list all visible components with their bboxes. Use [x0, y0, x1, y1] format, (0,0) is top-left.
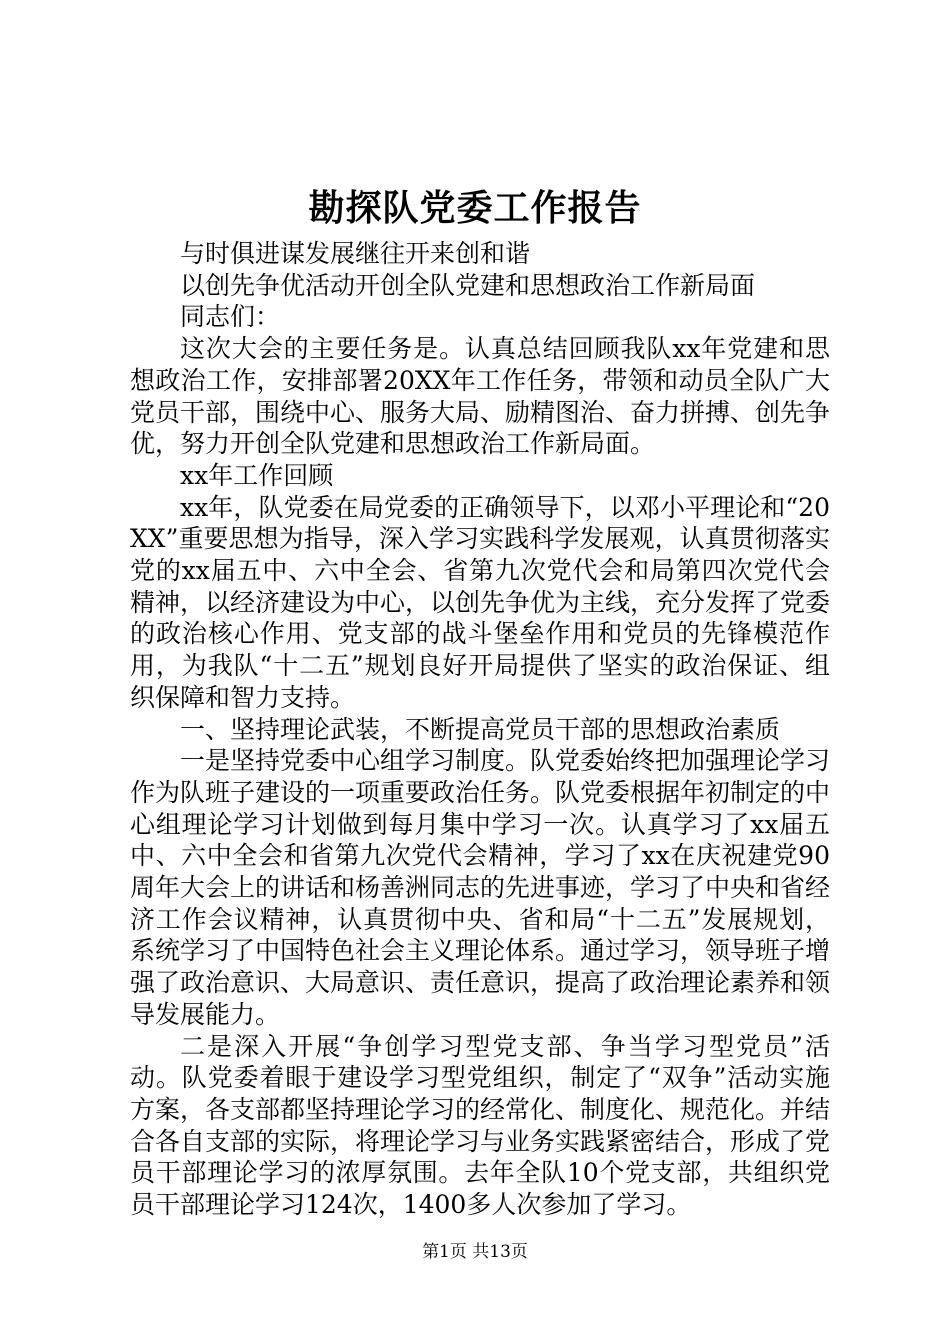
paragraph-point-2: 二是深入开展“争创学习型党支部、争当学习型党员”活动。队党委着眼于建设学习型党组织，制定了“双争”活动实施方案，各支部都坚持理论学习的经常化、制度化、规范化。并结合各自支部的实际，将理论学习与业务实践紧密结合，形成了党员干部理论学习的浓厚氛围。去年全队10个党支部，共组织党员干部理论学习124次，1400多人次参加了学习。 — [130, 1031, 831, 1220]
salutation: 同志们： — [180, 302, 281, 332]
subtitle-line-2: 以创先争优活动开创全队党建和思想政治工作新局面 — [180, 270, 756, 300]
document-body — [130, 238, 830, 1221]
paragraph-review: xx年，队党委在局党委的正确领导下，以邓小平理论和“20XX”重要思想为指导，深入学习实践科学发展观，认真贯彻落实党的xx届五中、六中全会、省第九次党代会和局第四次党代会精神，以经济建设为中心，以创先争优为主线，充分发挥了党委的政治核心作用、党支部的战斗堡垒作用和党员的先锋模范作用，为我队“十二五”规划良好开局提供了坚实的政治保证、组织保障和智力支持。 — [130, 492, 831, 712]
paragraph-point-1: 一是坚持党委中心组学习制度。队党委始终把加强理论学习作为队班子建设的一项重要政治任务。队党委根据年初制定的中心组理论学习计划做到每月集中学习一次。认真学习了xx届五中、六中全会和省第九次党代会精神，学习了xx在庆祝建党90周年大会上的讲话和杨善洲同志的先进事迹，学习了中央和省经济工作会议精神，认真贯彻中央、省和局“十二五”发展规划，系统学习了中国特色社会主义理论体系。通过学习，领导班子增强了政治意识、大局意识、责任意识，提高了政治理论素养和领导发展能力。 — [130, 746, 831, 1029]
subtitle-line-1: 与时俱进谋发展继往开来创和谐 — [180, 239, 531, 268]
page-footer: 第1页 共13页 — [422, 1242, 528, 1262]
section-heading-review: xx年工作回顾 — [180, 460, 334, 490]
section-heading-1: 一、坚持理论武装，不断提高党员干部的思想政治素质 — [180, 714, 781, 744]
document-title: 勘探队党委工作报告 — [308, 187, 642, 229]
paragraph-intro: 这次大会的主要任务是。认真总结回顾我队xx年党建和思想政治工作，安排部署20XX年工作任务，带领和动员全队广大党员干部，围绕中心、服务大局、励精图治、奋力拼搏、创先争优，努力开创全队党建和思想政治工作新局面。 — [130, 334, 831, 459]
